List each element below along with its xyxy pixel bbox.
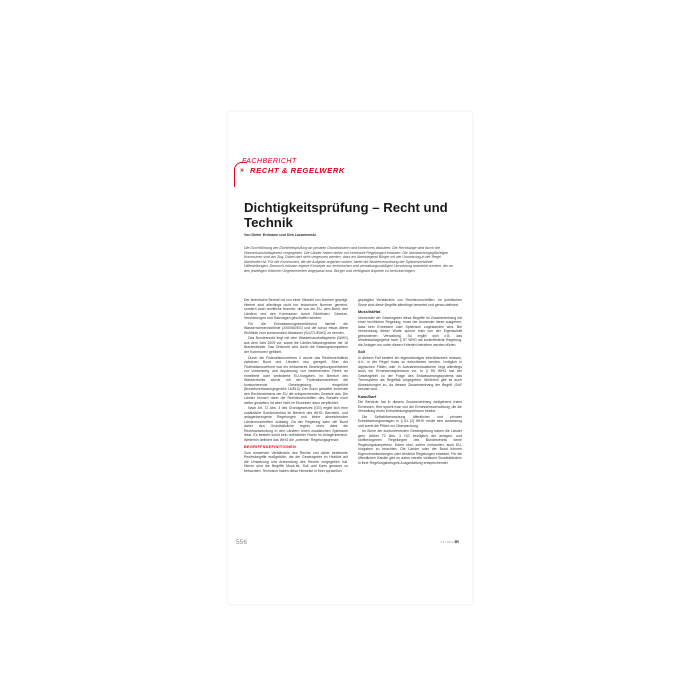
body-paragraph: Die Behörde hat in diesem Zusammenhang weitgehend freies Ermessen. Hier spricht man von der Ermessensverwaltung, die die Verwaltung einen Entscheidungsspielraum besitzt. [358, 400, 462, 413]
magazine-logo: 3R [454, 540, 459, 544]
body-paragraph: Durch die Föderalismusreform 2 wurde das Rechtsverhältnis zwischen Bund und Ländern neu geregelt. Sinn der Föderalismusreform war ein einfacheres Gesetzgebungsverfahren zur Umsetzung und Anpassung von bestehendem Recht an erweiterte oder veränderte EU-Vorgaben. Im Bereich des Wasserrechts wurde mit der Föderalismusreform die konkurrierende Gesetzgebung eingeführt (Bundesverfassungsgericht 16/813). Der Bund gestaltet innerhalb des Rechtsrahmens der EU die entsprechenden Gesetze aus. Die Länder können dann die Rechtsvorschriften des Bundes noch weiter gestalten, ist aber nicht im Einzelnen dazu verpflichtet. [244, 355, 348, 405]
body-paragraph: Zum einwertem Verständnis des Rechts und daher bestimmte Rechtsbegriffe maßgeblich, die der Gesetzgeber im Hinblick auf die Umsetzung und Anwendung des Rechts vorgegeben hat. Hierzu sind die Begriffe Muss-Ist, Soll und Kann genauer zu betrachten. Technisch haben diese Hinweise in ihrer sprachlich [244, 450, 348, 473]
article-authors: Von Dieter Erdmann und Dirk Lazaniewski [244, 233, 316, 237]
body-paragraph: Das Bundesrecht liegt mit dem Wasserhaushaltsgesetz (WHG) aus dem Jahr 2009 vor, sowie die Länder-Wassergesetze der 16 Bundesländer. Das Ortsrecht wird durch die Satzungskompetenz der Kommunen gebildet. [244, 336, 348, 354]
section-category: FACHBERICHT [242, 158, 297, 165]
issue-label: 7-8 | 2012 [440, 540, 454, 544]
section-header [232, 158, 372, 188]
section-heading: BEGRIFFSDEFINITIONEN [244, 445, 296, 450]
section-subcategory: RECHT & REGELWERK [250, 166, 345, 175]
body-paragraph: Verwendet der Gesetzgeber diese Begriffe im Zusammenhang mit einer rechtlichen Regelung, muss der Anwender diese ausgehen, dass kein Ermessen oder Spielraum zugestanden wird. Bei Verwendung dieser Worte spricht man von der Eigenschaft gebundenen Verwaltung. So ergibt sich z.B. das Mindestanlagegebot nach § 57 WHG als konkretisierte Regelung, die Anlagen nur unter diesen Kriterien betrieben werden dürfen. [358, 315, 462, 347]
body-paragraph: Nach Art. 72 Abs. 3 des Grundgesetzes (GG) ergibt sich eine zusätzliche Sonderstruktur im Bereich des WHG. Berufsfür- und anlagenbezogene Regelungen und keine abweichenden Ländervorschriften zulässig. Da der Regelung kann der Bund daher den Grundsätzliche regeln, ohne dass die Rechtsanwendung in den Ländern einen zusätzlichen Spielraum lässt. Es besteht somit kein rechtsfreier Raum im Anlagenbereich. Weiterhin definiert das WHG die „unterste“ Regelungsgrenze. [244, 406, 348, 442]
right-column [358, 298, 462, 467]
body-paragraph: Der technische Bereich ist von einer Vielzahl von Normen geprägt. Hierbei sind allerdings nicht nur technische Normen gemeint, sondern auch rechtliche Normen, die von der EU, dem Bund, den Ländern und den Kommunen durch Richtlinien, Gesetze, Verordnungen und Satzungen geschaffen werden. [244, 298, 348, 320]
article-intro: Die Durchführung der Dichtheitsprüfung an privaten Grundstücken wird kontrovers diskutiert. Die Rechtslage wird durch die Wasserhaushaltsgesetz vorgegeben. Die Länder haben daher nur vereinzelt Regelungen erlassen. Die überwachungspflichtigen Kommunen sind am Zug. Dabei darf nicht vergessen werden, dass ein überwiegend Bürger mit der Umsetzung in der Regel überfordert ist. Für die Kommunen, die die Aufgabe angehen wollen, bietet die Musterverordnung der Spitzenverbände Hilfestellungen. Dennoch müssen eigene Konzepte zur technischen und verwaltungsmäßigen Umsetzung erarbeitet werden, die an den jeweiligen örtlichen Gegebenheiten angepasst sind. Bürger und verfügbare Aspekte zu berücksichtigen. [244, 246, 453, 273]
page-number: 556 [236, 539, 248, 546]
body-paragraph: Die Selbstüberwachung öffentlicher und privater Entwässerungsanlagen in § 61 (2) WHG erhält eine Anweisung und somit die Pflicht zur Überwachung. [358, 414, 462, 428]
section-arrow-icon: » [240, 167, 244, 174]
article-title: Dichtigkeitsprüfung – Recht und Technik [244, 200, 448, 230]
document-page [228, 112, 472, 604]
body-paragraph: geprägten Verständnis von Rechtsvorschriften. Im juristischen Sinne sind diese Begriffe allerdings bewertet und genau definiert. [358, 298, 462, 307]
body-paragraph: In diesem Fall besteht ein eigenständiges Interdiktsrecht müssen, d.h., in der Regel muss so entschieden werden. Lediglich in atypischen Fällen oder in Ausnahmesituationen liegt allerdings auch ein Ermessensspielraum vor. In § 55 WHG hat der Gesetzgeber zu der Frage des Entwässerungssystems das Trennsystem als Regelfall vorgegeben. Weiterhin gibt es auch Abweichungen zu, da diesem Zusammenhang der Begriff „Soll“ benutzt wird. [358, 355, 462, 391]
left-column [244, 298, 348, 474]
page-footer [440, 540, 459, 544]
body-paragraph: Für die Entwässerungsbereichtsind hierbei die Wasserrahmenrichtlinie (2000/60/EG) und die schon etwas ältere Richtlinie zum kommunalen Abwasser (91/271/EWG) zu nennen. [244, 321, 348, 335]
body-paragraph: Im Sinne der konkurrierenden Gesetzgebung haben die Länder gem. Artikel 72 Abs. 3 GG bezüglich der anlagen- und stoffbezogenen Regelungen des Bundesrechts keine Regelungskompetenz. Daher sind, sofern vorhanden, auch EU-Vorgaben zu beachten. Die Länder oder der Bund können Eigenverantwortungen oder ähnliche Regelungen erlassen. Für die öffentlichen Kanäle gibt es daher bereits vielfache Bundesländern in ihrer Regelungsbefugnis Ausgestaltung entsprechender [358, 429, 462, 465]
subsection-heading: Kann/Darf [358, 394, 377, 399]
subsection-heading: Soll [358, 350, 365, 354]
subsection-heading: Muss/Ist/Hat [358, 310, 381, 314]
section-decoration [234, 162, 247, 187]
